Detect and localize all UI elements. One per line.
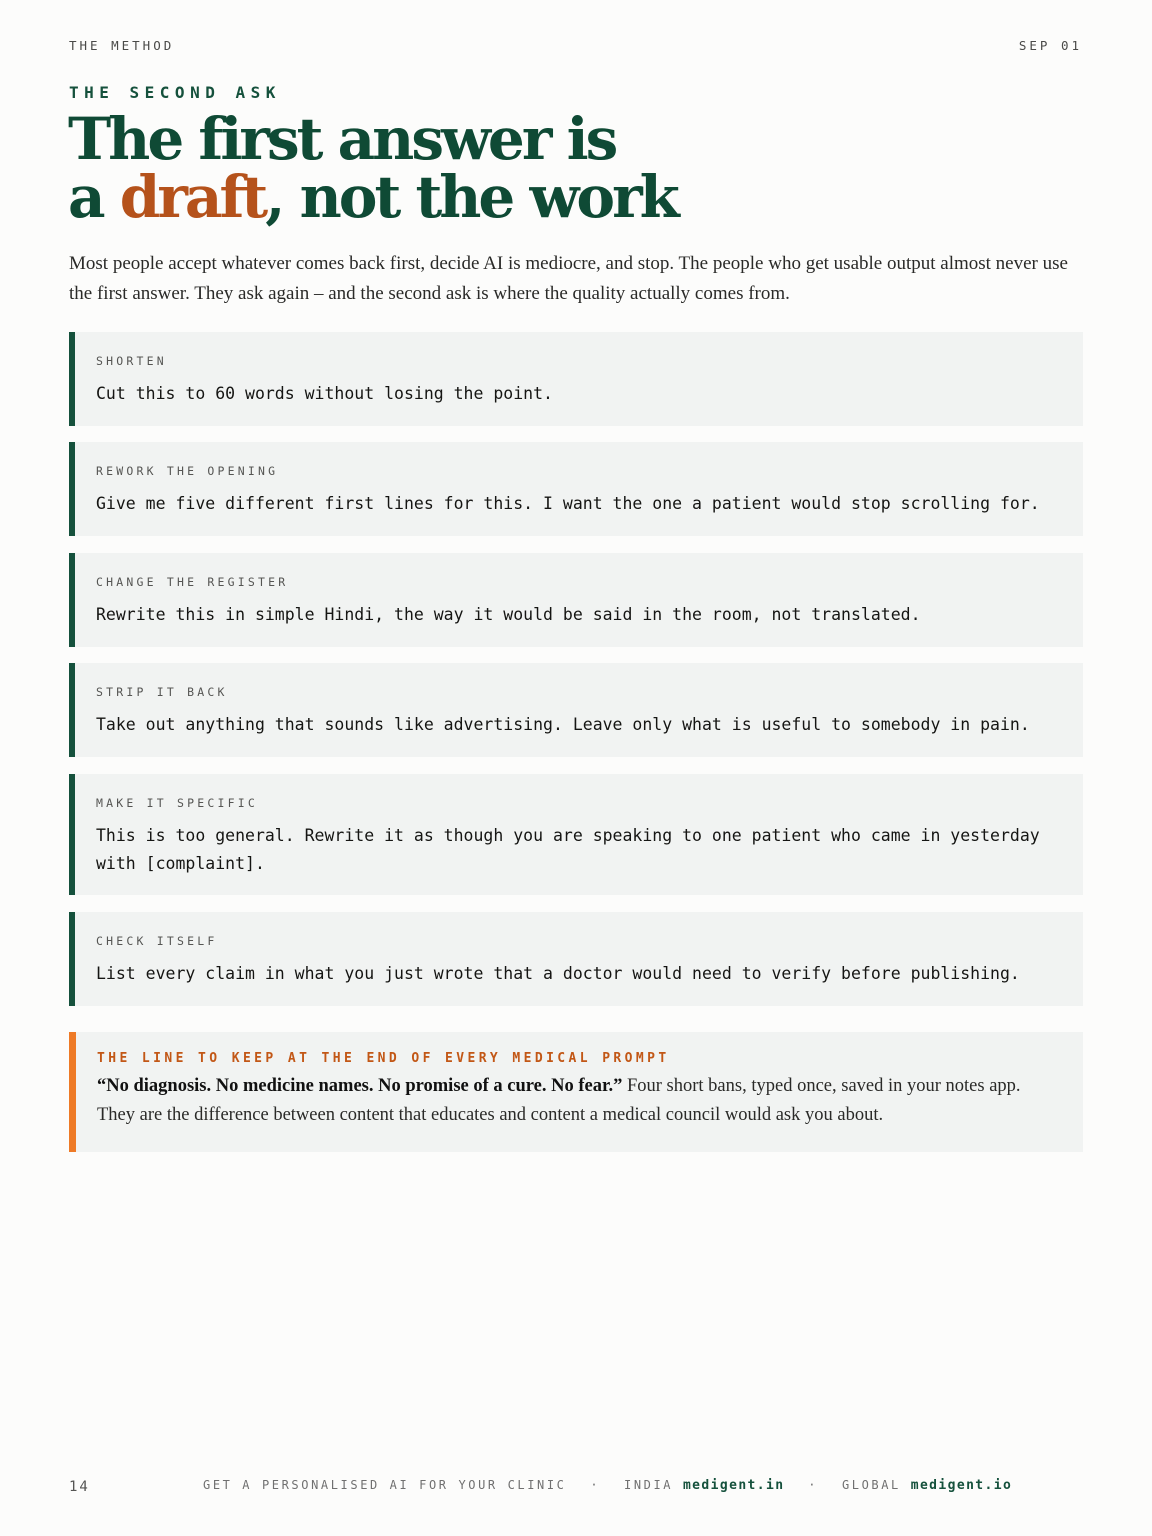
prompt-card bbox=[69, 663, 1083, 757]
prompt-card bbox=[69, 553, 1083, 647]
intro-paragraph: Most people accept whatever comes back first, decide AI is mediocre, and stop. The people who get usable output almost never use the first answer. They ask again – and the second ask is where the quality actually comes from. bbox=[69, 253, 1068, 304]
title-accent-word: draft bbox=[119, 163, 266, 231]
prompt-text: Rewrite this in simple Hindi, the way it would be said in the room, not translated. bbox=[96, 605, 921, 624]
callout-label: THE LINE TO KEEP AT THE END OF EVERY MEDICAL PROMPT bbox=[97, 1051, 670, 1066]
prompt-card bbox=[69, 774, 1083, 895]
title-line-2-pre: a bbox=[68, 163, 120, 231]
prompt-text: Cut this to 60 words without losing the point. bbox=[96, 384, 553, 403]
section-label: THE METHOD bbox=[69, 38, 175, 53]
prompt-text: List every claim in what you just wrote that a doctor would need to verify before publishing. bbox=[96, 964, 1020, 983]
prompt-label: SHORTEN bbox=[96, 354, 167, 368]
eyebrow: THE SECOND ASK bbox=[69, 83, 281, 102]
page-number: 14 bbox=[69, 1479, 90, 1495]
footer-separator: · bbox=[590, 1478, 601, 1492]
callout-box bbox=[69, 1032, 1083, 1152]
title-line-2-post: , not the work bbox=[265, 163, 677, 231]
prompt-label: STRIP IT BACK bbox=[96, 685, 228, 699]
page-title bbox=[68, 105, 677, 231]
prompt-label: REWORK THE OPENING bbox=[96, 464, 279, 478]
prompt-card bbox=[69, 912, 1083, 1006]
issue-date: SEP 01 bbox=[1018, 38, 1082, 53]
footer bbox=[203, 1478, 1012, 1493]
callout-quote: “No diagnosis. No medicine names. No promise of a cure. No fear.” bbox=[97, 1076, 623, 1096]
prompt-label: CHECK ITSELF bbox=[96, 934, 218, 948]
title-line-1: The first answer is bbox=[68, 105, 616, 173]
footer-india-label: INDIA bbox=[624, 1478, 674, 1492]
prompt-card bbox=[69, 442, 1083, 536]
prompt-label: CHANGE THE REGISTER bbox=[96, 575, 289, 589]
footer-global-link[interactable]: medigent.io bbox=[910, 1478, 1013, 1493]
prompt-text: Give me five different first lines for this. I want the one a patient would stop scrolling for. bbox=[96, 494, 1040, 513]
footer-global-label: GLOBAL bbox=[841, 1478, 901, 1492]
footer-separator: · bbox=[808, 1478, 819, 1492]
prompt-card bbox=[69, 332, 1083, 426]
callout-text bbox=[97, 1072, 1061, 1130]
footer-india-link[interactable]: medigent.in bbox=[682, 1478, 785, 1493]
prompt-label: MAKE IT SPECIFIC bbox=[96, 796, 258, 810]
callout-body: Four short bans, typed once, saved in your notes app. They are the difference between content that educates and content a medical council would ask you about. bbox=[97, 1076, 1021, 1125]
prompt-text: Take out anything that sounds like advertising. Leave only what is useful to somebody in pain. bbox=[96, 715, 1030, 734]
prompt-text: This is too general. Rewrite it as though you are speaking to one patient who came in yesterday with [complaint]. bbox=[96, 826, 1040, 873]
footer-cta: GET A PERSONALISED AI FOR YOUR CLINIC bbox=[203, 1478, 567, 1492]
